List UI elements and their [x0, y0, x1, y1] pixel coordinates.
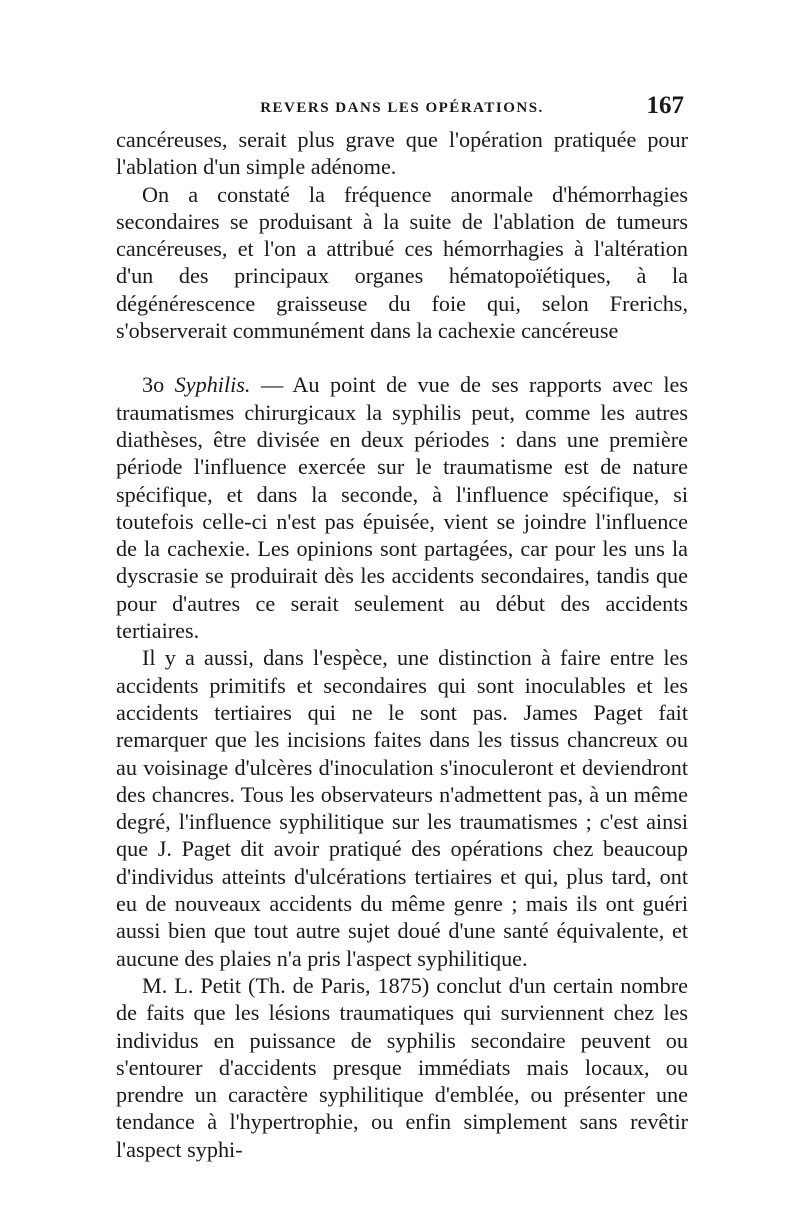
page-number: 167 — [646, 92, 684, 119]
running-head — [116, 92, 688, 126]
paragraph-hemorrhages: On a constaté la fréquence anormale d'hémorrhagies secondaires se produisant à la suite de l'ablation de tumeurs cancéreuses, et l'on a attribué ces hémorrhagies à l'altération d'un des principaux organes hématopoïétiques, à la dégénérescence graisseuse du foie qui, selon Frerichs, s'observerait communément dans la cachexie cancéreuse — [116, 181, 688, 344]
book-page — [116, 92, 688, 1163]
paragraph-syphilis — [116, 371, 688, 644]
body-text — [116, 126, 688, 1163]
section-heading-syphilis: Syphilis. — [174, 372, 251, 398]
section-gap — [116, 344, 688, 371]
paragraph-continuation: cancéreuses, serait plus grave que l'opération pratiquée pour l'ablation d'un simple adénome. — [116, 127, 688, 180]
running-title: REVERS DANS LES OPÉRATIONS. — [260, 100, 544, 116]
paragraph-syphilis-text: — Au point de vue de ses rapports avec les traumatismes chirurgicaux la syphilis peut, comme les autres diathèses, être divisée en deux périodes : dans une première période l'influence exercée sur le traumatisme est de nature spécifique, et dans la seconde, à l'influence spécifique, si toutefois celle-ci n'est pas épuisée, vient se joindre l'influence de la cachexie. Les opinions sont partagées, car pour les uns la dyscrasie se produirait dès les accidents secondaires, tandis que pour d'autres ce serait seulement au début des accidents tertiaires. — [116, 372, 689, 644]
section-number: 3o — [142, 372, 165, 398]
paragraph-petit: M. L. Petit (Th. de Paris, 1875) conclut d'un certain nombre de faits que les lésions traumatiques qui surviennent chez les individus en puissance de syphilis secondaire peuvent ou s'entourer d'accidents presque immédiats mais locaux, ou prendre un caractère syphilitique d'emblée, ou présenter une tendance à l'hypertrophie, ou enfin simplement sans revêtir l'aspect syphi- — [116, 972, 688, 1162]
paragraph-paget: Il y a aussi, dans l'espèce, une distinction à faire entre les accidents primitifs et secondaires qui sont inoculables et les accidents tertiaires qui ne le sont pas. James Paget fait remarquer que les incisions faites dans les tissus chancreux ou au voisinage d'ulcères d'inoculation s'inoculeront et deviendront des chancres. Tous les observateurs n'admettent pas, à un même degré, l'influence syphilitique sur les traumatismes ; c'est ainsi que J. Paget dit avoir pratiqué des opérations chez beaucoup d'individus atteints d'ulcérations tertiaires et qui, plus tard, ont eu de nouveaux accidents du même genre ; mais ils ont guéri aussi bien que tout autre sujet doué d'une santé équivalente, et aucune des plaies n'a pris l'aspect syphilitique. — [116, 645, 688, 971]
